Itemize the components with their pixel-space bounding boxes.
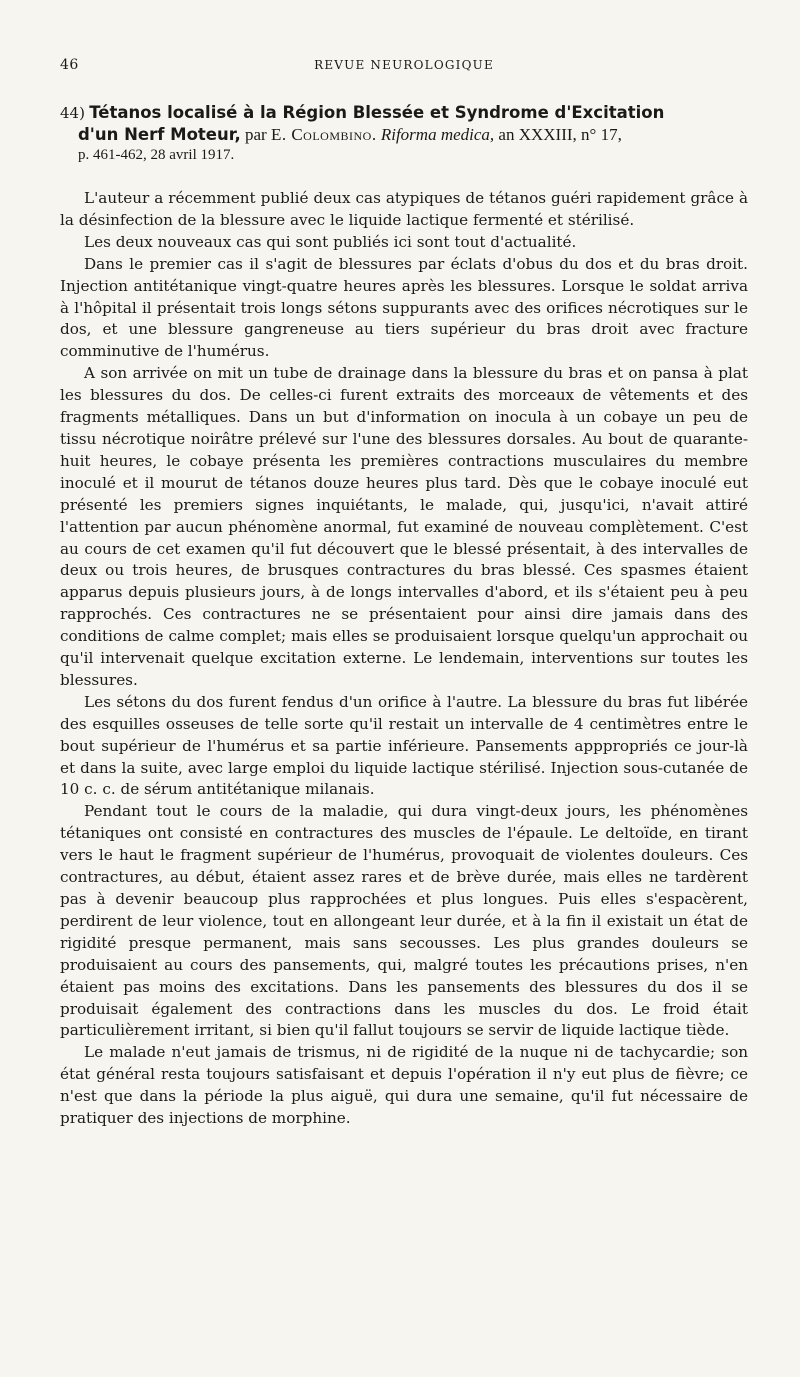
article-volume: an XXXIII, n° 17, xyxy=(498,125,622,144)
paragraph-6: Pendant tout le cours de la maladie, qui dura vingt-deux jours, les phénomènes tétaniques ont consisté en contractures des muscles de l'épaule. Le deltoïde, en tirant vers le haut le fragment supérieur de l'humérus, provoquait de violentes douleurs. Ces contractures, au début, étaient assez rares et de brève durée, mais elles ne tardèrent pas à devenir beaucoup plus rapprochées et plus longues. Puis elles s'espacèrent, perdirent de leur violence, tout en allongeant leur durée, et à la fin il existait un état de rigidité presque permanent, mais sans secousses. Les plus grandes douleurs se produisaient au cours des pansements, qui, malgré toutes les précautions prises, n'en étaient pas moins des excitations. Dans les pansements des blessures du dos il se produisait également des contractions dans les muscles du dos. Le froid était particulièrement irritant, si bien qu'il fallut toujours se servir de liquide lactique tiède. xyxy=(60,802,748,1040)
article-by: par xyxy=(244,125,267,144)
paragraph-2: Les deux nouveaux cas qui sont publiés ici sont tout d'actualité. xyxy=(84,232,577,251)
paragraph-4: A son arrivée on mit un tube de drainage dans la blessure du bras et on pansa à plat les blessures du dos. De celles-ci furent extraits des morceaux de vêtements et des fragments métalliques. Dans un but d'information on inocula à un cobaye un peu de tissu nécrotique noirâtre prélevé sur l'une des blessures dorsales. Au bout de quarante-huit heures, le cobaye présenta les premières contractions musculaires du membre inoculé et il mourut de tétanos douze heures plus tard. Dès que le cobaye inoculé eut présenté les premiers signes inquiétants, le malade, qui, jusqu'ici, n'avait attiré l'attention par aucun phénomène anormal, fut examiné de nouveau complètement. C'est au cours de cet examen qu'il fut découvert que le blessé présentait, à des intervalles de deux ou trois heures, de brusques contractures du bras blessé. Ces spasmes étaient apparus depuis plusieurs jours, à de longs intervalles d'abord, et ils s'étaient peu à peu rapprochés. Ces contractures ne se présentaient pour ainsi dire jamais dans des conditions de calme complet; mais elles se produisaient lorsque quelqu'un approchait ou qu'il intervenait quelque excitation externe. Le lendemain, interventions sur toutes les blessures. xyxy=(60,364,748,689)
article-title-part1: Tétanos localisé à la Région Blessée et Syndrome d'Excitation xyxy=(89,103,665,122)
article-title-part2: d'un Nerf Moteur, xyxy=(78,125,241,144)
article-heading xyxy=(60,102,748,166)
paragraph-7: Le malade n'eut jamais de trismus, ni de rigidité de la nuque ni de tachycardie; son état général resta toujours satisfaisant et depuis l'opération il n'y eut plus de fièvre; ce n'est que dans la période la plus aiguë, qui dura une semaine, qu'il fut nécessaire de pratiquer des injections de morphine. xyxy=(60,1043,748,1128)
article-heading-line2 xyxy=(60,124,748,145)
page-number: 46 xyxy=(60,57,79,73)
paragraph-5: Les sétons du dos furent fendus d'un orifice à l'autre. La blessure du bras fut libérée des esquilles osseuses de telle sorte qu'il restait un intervalle de 4 centimètres entre le bout supérieur de l'humérus et sa partie inférieure. Pansements apppropriés ce jour-là et dans la suite, avec large emploi du liquide lactique stérilisé. Injection sous-cutanée de 10 c. c. de sérum antitétanique milanais. xyxy=(60,692,748,799)
article-pages-date: p. 461-462, 28 avril 1917. xyxy=(78,147,235,163)
paragraph-1: L'auteur a récemment publié deux cas atypiques de tétanos guéri rapidement grâce à la désinfection de la blessure avec le liquide lactique fermenté et stérilisé. xyxy=(60,189,748,229)
article-heading-line1 xyxy=(60,102,748,124)
running-head xyxy=(60,57,748,77)
article-number: 44) xyxy=(60,104,85,122)
journal-title: REVUE NEUROLOGIQUE xyxy=(314,58,494,72)
article-author: E. Colombino. xyxy=(270,125,377,144)
article-heading-line3 xyxy=(60,145,748,166)
paragraph-3: Dans le premier cas il s'agit de blessures par éclats d'obus du dos et du bras droit. Injection antitétanique vingt-quatre heures après les blessures. Lorsque le soldat arriva à l'hôpital il présentait trois longs sétons suppurants avec des orifices nécrotiques sur le dos, et une blessure gangreneuse au tiers supérieur du bras droit avec fracture comminutive de l'humérus. xyxy=(60,254,748,361)
article-journal: Riforma medica, xyxy=(380,125,495,144)
article-body xyxy=(60,188,748,1130)
